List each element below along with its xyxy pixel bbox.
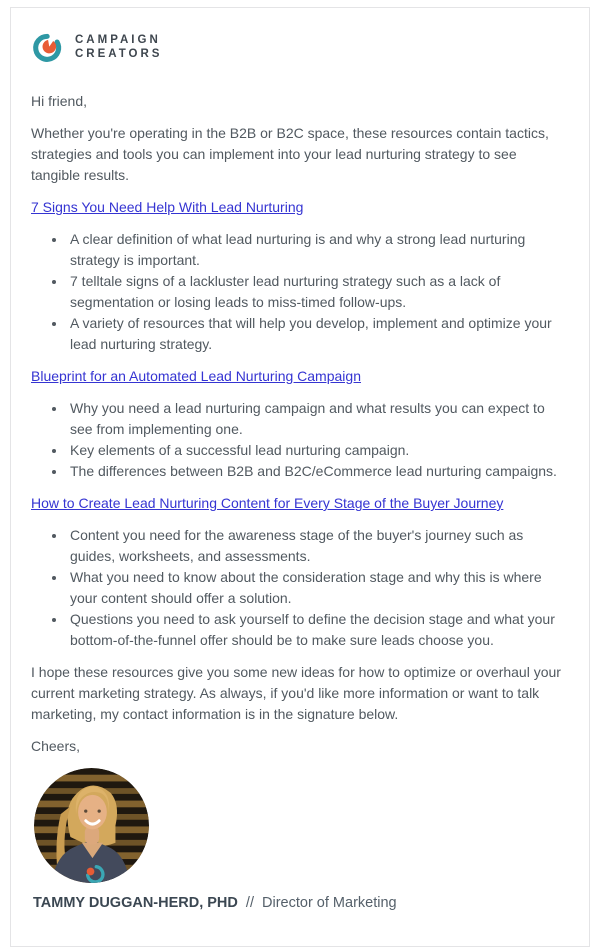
intro-paragraph: Whether you're operating in the B2B or B2C space, these resources contain tactics, strategies and tools you can implement into your lead nurturing strategy to see tangible results. (31, 125, 549, 183)
list-item: • 7 telltale signs of a lackluster lead nurturing strategy such as a lack of segmentation or losing leads to miss-timed follow-ups. (67, 271, 569, 313)
article-link-line-3 (31, 493, 569, 514)
list-item: • A variety of resources that will help you develop, implement and optimize your lead nurturing strategy. (67, 313, 569, 355)
article-link-line-1 (31, 197, 569, 218)
list-item: • Key elements of a successful lead nurturing campaign. (67, 440, 569, 461)
list-item: • Questions you need to ask yourself to define the decision stage and what your bottom-of-the-funnel offer should be to make sure leads choose you. (67, 609, 569, 651)
greeting-text: Hi friend, (31, 93, 88, 109)
list-item: • What you need to know about the consideration stage and why this is where your content should offer a solution. (67, 567, 569, 609)
signature-name: TAMMY DUGGAN-HERD, PHD (33, 895, 238, 911)
campaign-creators-logo-icon (31, 30, 65, 64)
bullet-list-2 (31, 398, 569, 482)
signature-separator: // (245, 895, 254, 911)
email-body-card (10, 7, 590, 947)
article-link-line-2 (31, 366, 569, 387)
article-link-2[interactable]: Blueprint for an Automated Lead Nurturing Campaign (31, 368, 361, 384)
signature-title: Director of Marketing (262, 895, 397, 911)
list-item: • A clear definition of what lead nurturing is and why a strong lead nurturing strategy is important. (67, 229, 569, 271)
avatar (34, 768, 149, 883)
bullet-list-3 (31, 525, 569, 651)
list-item: • The differences between B2B and B2C/eCommerce lead nurturing campaigns. (67, 461, 569, 482)
brand-wordmark (75, 33, 162, 61)
article-link-1[interactable]: 7 Signs You Need Help With Lead Nurturing (31, 199, 304, 215)
signature-line (33, 893, 569, 913)
article-link-3[interactable]: How to Create Lead Nurturing Content for Every Stage of the Buyer Journey (31, 495, 504, 511)
list-item: • Content you need for the awareness stage of the buyer's journey such as guides, worksheets, and assessments. (67, 525, 569, 567)
brand-logo[interactable] (31, 30, 569, 64)
tammy-headshot-photo-icon (34, 768, 149, 883)
signoff-text: Cheers, (31, 738, 81, 754)
brand-wordmark-line2: CREATORS (75, 48, 163, 60)
bullet-list-1 (31, 229, 569, 355)
closing-paragraph: I hope these resources give you some new ideas for how to optimize or overhaul your current marketing strategy. As always, if you'd like more information or want to talk marketing, my contact information is in the signature below. (31, 664, 561, 722)
list-item: • Why you need a lead nurturing campaign and what results you can expect to see from implementing one. (67, 398, 569, 440)
brand-wordmark-line1: CAMPAIGN (75, 34, 161, 46)
